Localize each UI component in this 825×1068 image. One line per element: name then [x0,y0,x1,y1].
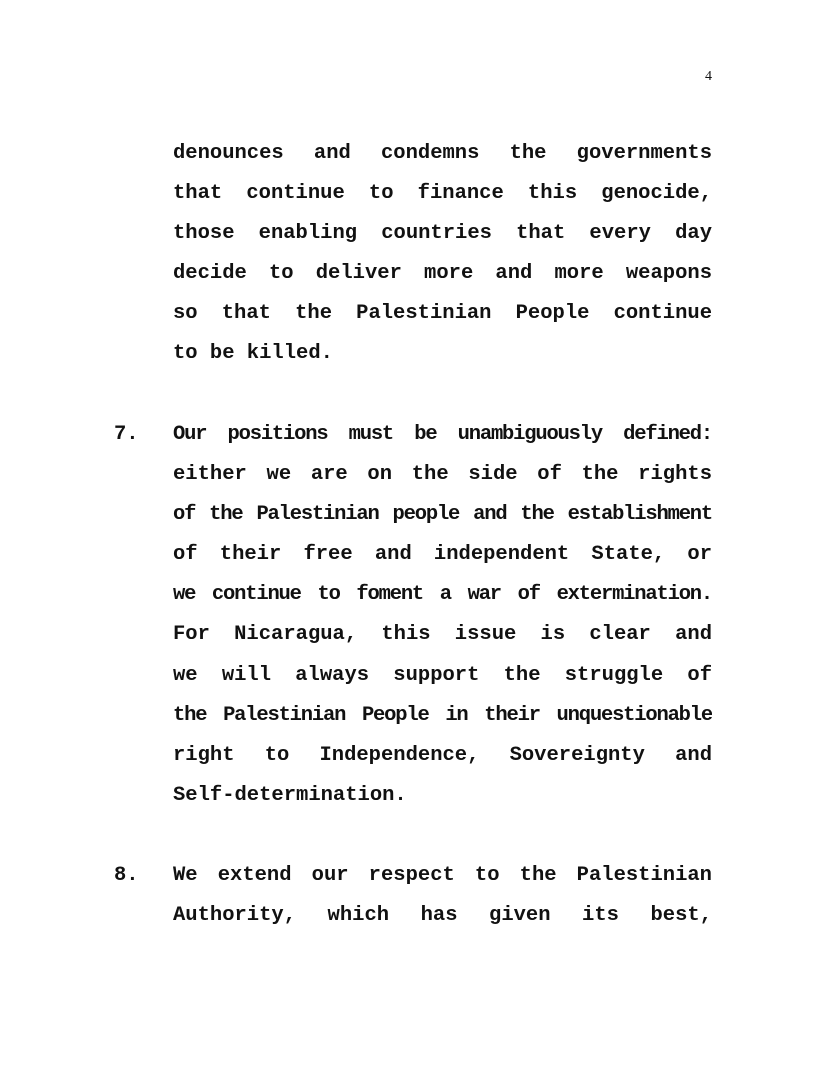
text-line: denounces and condemns the governments [173,142,712,165]
text-line: Our positions must be unambiguously defined: [173,423,712,446]
paragraph-number: 8. [114,864,139,887]
paragraph-number: 7. [114,423,139,446]
paragraph-continuation [0,134,825,375]
text-line: of the Palestinian people and the establishment [173,503,712,527]
text-line: either we are on the side of the rights [173,463,712,487]
text-line: right to Independence, Sovereignty and [173,743,712,767]
text-line: decide to deliver more and more weapons [173,262,712,286]
text-line: of their free and independent State, or [173,543,712,567]
text-line: Self-determination. [173,783,407,807]
paragraph-8 [0,856,825,936]
text-line: the Palestinian People in their unquestionable [173,703,712,727]
text-line: Authority, which has given its best, [173,904,712,928]
text-line: We extend our respect to the Palestinian [173,864,712,887]
text-line: For Nicaragua, this issue is clear and [173,623,712,647]
text-line: we will always support the struggle of [173,663,712,687]
text-line: those enabling countries that every day [173,222,712,246]
text-line: so that the Palestinian People continue [173,302,712,326]
text-line: we continue to foment a war of extermination. [173,583,712,607]
page-number: 4 [705,69,712,84]
paragraph-7 [0,415,825,816]
text-line: that continue to finance this genocide, [173,182,712,206]
text-line: to be killed. [173,342,333,366]
